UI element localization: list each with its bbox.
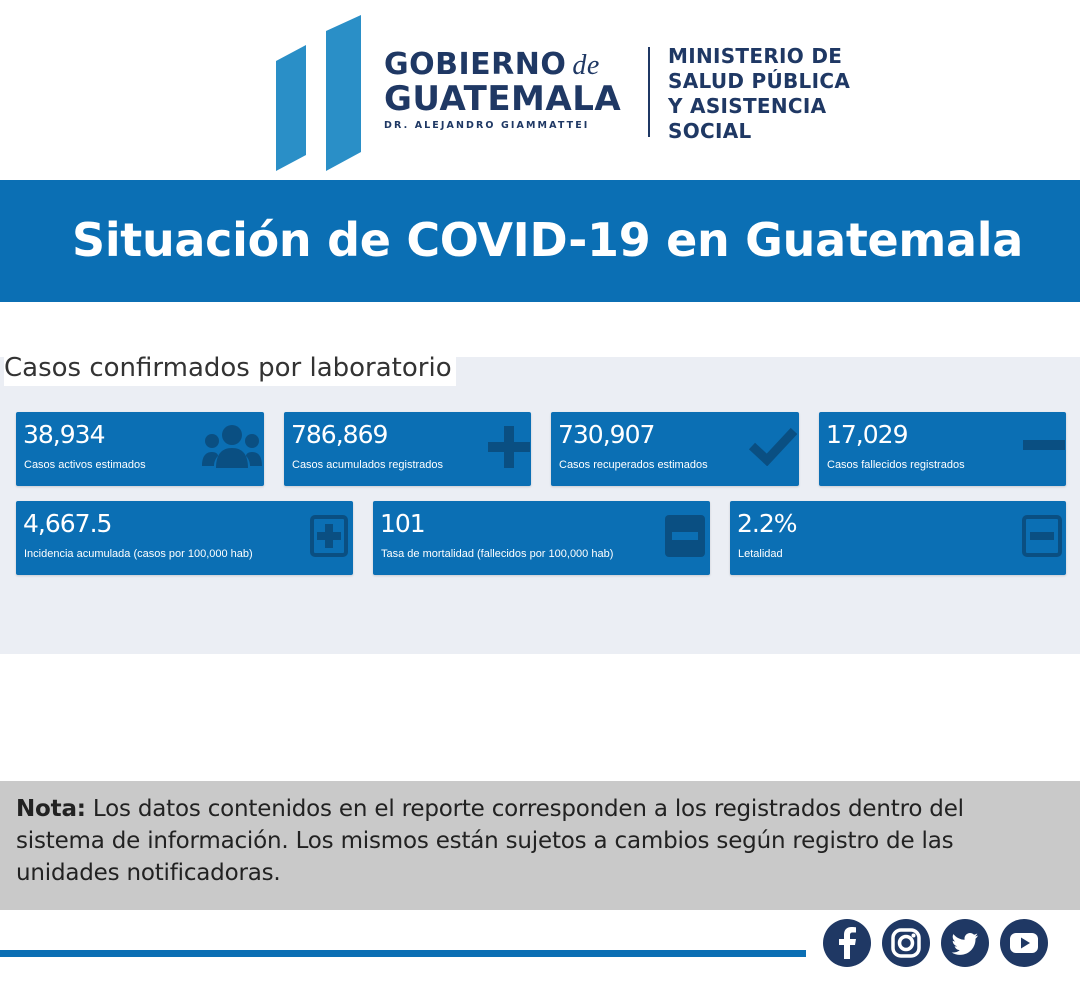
card-recovered-cases: [551, 412, 799, 486]
header-divider: [648, 47, 650, 137]
header: [0, 0, 1080, 180]
ministry-line-4: SOCIAL: [668, 119, 752, 143]
instagram-icon[interactable]: [882, 919, 930, 967]
ministry-line-3: Y ASISTENCIA: [668, 94, 827, 118]
gov-line1: GOBIERNO: [384, 47, 567, 82]
card-label: Tasa de mortalidad (fallecidos por 100,000 hab): [381, 548, 614, 560]
government-logo-icon: [276, 15, 366, 171]
card-label: Casos recuperados estimados: [559, 459, 708, 471]
note-text: [16, 793, 1056, 889]
minus-square-filled-icon: [665, 515, 705, 557]
check-icon: [749, 426, 797, 466]
card-value: 17,029: [826, 420, 908, 449]
twitter-icon[interactable]: [941, 919, 989, 967]
card-active-cases: [16, 412, 264, 486]
note-body: Los datos contenidos en el reporte corresponden a los registrados dentro del sistema de información. Los mismos están sujetos a cambios según registro de las unidades notificadoras.: [16, 796, 964, 886]
card-label: Incidencia acumulada (casos por 100,000 hab): [24, 548, 253, 560]
youtube-icon[interactable]: [1000, 919, 1048, 967]
title-band: [0, 180, 1080, 302]
government-wordmark: [384, 47, 622, 133]
users-icon: [202, 424, 262, 470]
panel-heading: Casos confirmados por laboratorio: [4, 350, 456, 386]
gov-line2: GUATEMALA: [384, 79, 622, 119]
card-value: 730,907: [558, 420, 655, 449]
facebook-icon[interactable]: [823, 919, 871, 967]
plus-square-icon: [310, 515, 348, 557]
card-cumulative-cases: [284, 412, 531, 486]
card-label: Casos activos estimados: [24, 459, 146, 471]
ministry-line-1: MINISTERIO DE: [668, 44, 843, 68]
card-value: 786,869: [291, 420, 388, 449]
footer-line: [0, 950, 806, 957]
gov-de: de: [572, 50, 600, 81]
plus-icon: [488, 424, 530, 470]
card-label: Casos fallecidos registrados: [827, 459, 965, 471]
card-value: 38,934: [23, 420, 105, 449]
note-label: Nota:: [16, 796, 86, 822]
card-label: Letalidad: [738, 548, 783, 560]
ministry-name: [668, 44, 850, 144]
page-title: Situación de COVID-19 en Guatemala: [72, 213, 1023, 267]
minus-icon: [1023, 440, 1065, 452]
card-value: 4,667.5: [23, 509, 112, 538]
card-lethality: [730, 501, 1066, 575]
card-value: 2.2%: [737, 509, 797, 538]
note-box: [0, 781, 1080, 910]
card-value: 101: [380, 509, 425, 538]
minus-square-icon: [1022, 515, 1062, 557]
card-mortality-rate: [373, 501, 710, 575]
card-label: Casos acumulados registrados: [292, 459, 444, 471]
ministry-line-2: SALUD PÚBLICA: [668, 69, 851, 93]
card-cumulative-incidence: [16, 501, 353, 575]
card-deceased-cases: [819, 412, 1066, 486]
gov-line3: DR. ALEJANDRO GIAMMATTEI: [384, 120, 590, 131]
